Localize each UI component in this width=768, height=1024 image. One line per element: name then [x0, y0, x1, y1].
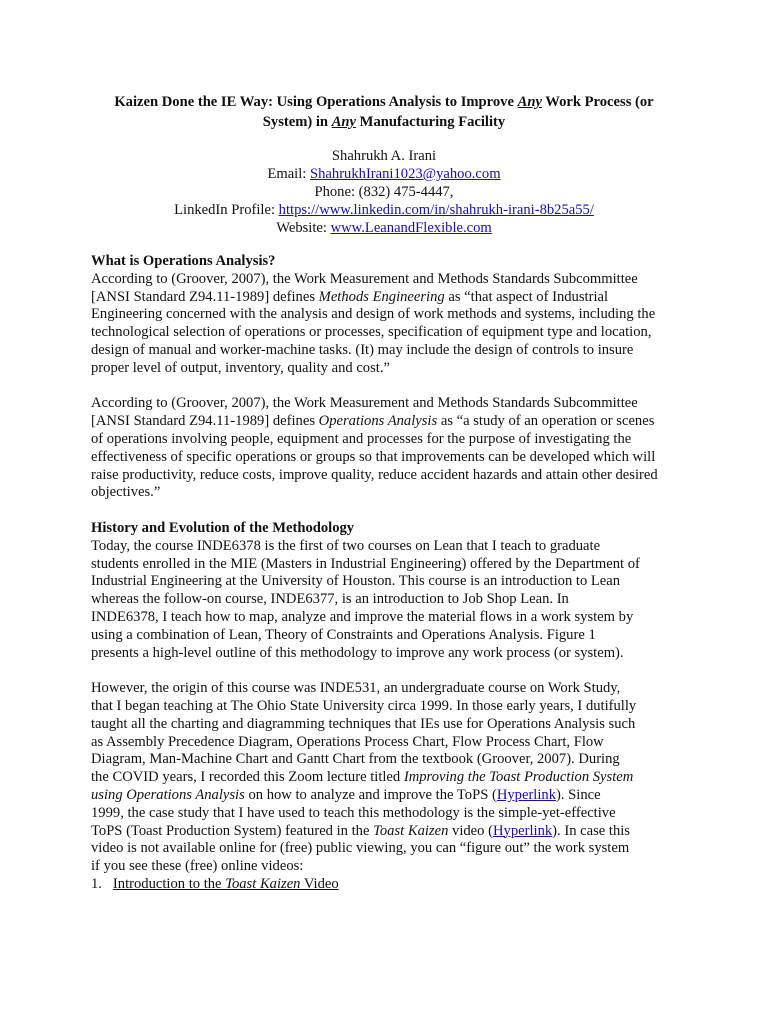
section-history: [91, 520, 691, 894]
email-link[interactable]: ShahrukhIrani1023@yahoo.com: [310, 166, 501, 182]
term-operations-analysis: Operations Analysis: [318, 413, 438, 430]
author-email-line: Email: ShahrukhIrani1023@yahoo.com: [267, 166, 501, 182]
author-phone: Phone: (832) 475-4447,: [314, 184, 454, 200]
video-title: Toast Kaizen: [373, 822, 449, 839]
website-link[interactable]: www.LeanandFlexible.com: [330, 220, 492, 236]
video-list-link[interactable]: Introduction to the Toast Kaizen Video: [112, 875, 339, 892]
linkedin-link[interactable]: https://www.linkedin.com/in/shahrukh-irani-8b25a55/: [278, 202, 594, 218]
author-info: [70, 148, 698, 238]
author-linkedin-line: LinkedIn Profile: https://www.linkedin.com/in/shahrukh-irani-8b25a55/: [174, 202, 594, 218]
term-methods-engineering: Methods Engineering: [318, 288, 445, 305]
hyperlink-toast-kaizen[interactable]: Hyperlink: [492, 822, 553, 839]
section-heading: History and Evolution of the Methodology: [91, 520, 355, 536]
author-website-line: Website: www.LeanandFlexible.com: [276, 220, 492, 236]
paragraph: According to (Groover, 2007), the Work Measurement and Methods Standards Subcommittee [ANSI Standard Z94.11-1989] defines Operations Analysis as “a study of an operation or scenes of operations involving people, equipment and processes for the purpose of investigating the effectiveness of specific operations or groups so that improvements can be developed which will raise productivity, reduce costs, improve quality, reduce accident hazards and attain other desired objectives.”: [91, 395, 658, 501]
section-heading: What is Operations Analysis?: [91, 253, 276, 269]
section-operations-analysis: [91, 253, 691, 502]
paragraph: However, the origin of this course was INDE531, an undergraduate course on Work Study, that I began teaching at The Ohio State University circa 1999. In those early years, I dutifully taught all the charting and diagramming techniques that IEs use for Operations Analysis such as Assembly Precedence Diagram, Operations Process Chart, Flow Process Chart, Flow Diagram, Man-Machine Chart and Gantt Chart from the textbook (Groover, 2007). During the COVID years, I recorded this Zoom lecture titled Improving the Toast Production System using Operations Analysis on how to analyze and improve the ToPS (Hyperlink). Since 1999, the case study that I have used to teach this methodology is the simple-yet-effective ToPS (Toast Production System) featured in the Toast Kaizen video (Hyperlink). In case this video is not available online for (free) public viewing, you can “figure out” the work system if you see these (free) online videos: 1. Introduction to the Toast Kaizen Video: [91, 680, 691, 894]
title-line-1: Kaizen Done the IE Way: Using Operations Analysis to Improve Any Work Process (or: [114, 94, 654, 110]
title-line-2: System) in Any Manufacturing Facility: [262, 114, 506, 130]
lecture-title: Improving the Toast Production System: [403, 769, 634, 786]
title-emphasis-any: Any: [331, 114, 357, 130]
title-emphasis-any: Any: [517, 94, 542, 110]
hyperlink-zoom-lecture[interactable]: Hyperlink: [496, 786, 557, 803]
document-title: [70, 92, 698, 132]
list-item: 1. Introduction to the Toast Kaizen Video: [91, 875, 339, 892]
lecture-title: using Operations Analysis: [91, 786, 245, 803]
paragraph: Today, the course INDE6378 is the first of two courses on Lean that I teach to graduate students enrolled in the MIE (Masters in Industrial Engineering) offered by the Department of Industrial Engineering at the University of Houston. This course is an introduction to Lean whereas the follow-on course, INDE6377, is an introduction to Job Shop Lean. In INDE6378, I teach how to map, analyze and improve the material flows in a work system by using a combination of Lean, Theory of Constraints and Operations Analysis. Figure 1 presents a high-level outline of this methodology to improve any work process (or system).: [91, 537, 640, 661]
paragraph: According to (Groover, 2007), the Work Measurement and Methods Standards Subcommittee [ANSI Standard Z94.11-1989] defines Methods Engineering as “that aspect of Industrial Engineering concerned with the analysis and design of work methods and systems, including the technological selection of operations or processes, specification of equipment type and location, design of manual and worker-machine tasks. (It) may include the design of controls to insure proper level of output, inventory, quality and cost.”: [91, 270, 656, 376]
author-name: Shahrukh A. Irani: [331, 148, 437, 164]
